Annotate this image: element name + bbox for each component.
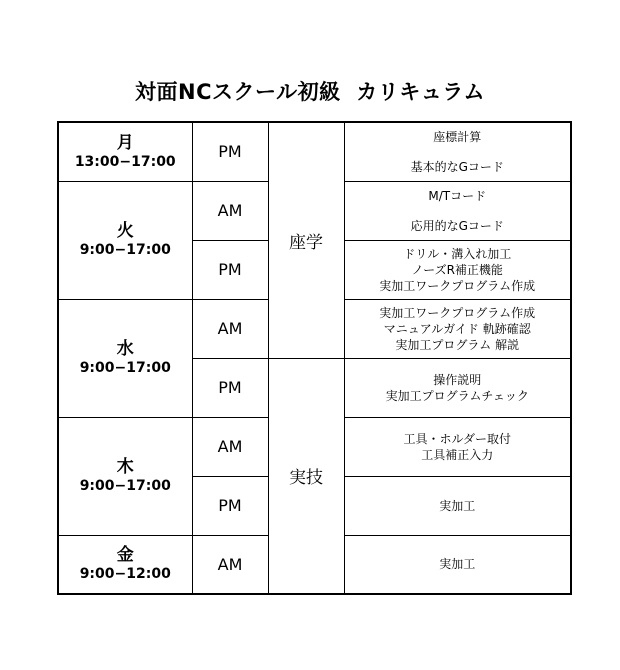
day-hours: 9:00−17:00 [79,478,171,494]
period-cell: PM [192,122,268,181]
content-cell [344,535,571,594]
period-cell: PM [192,476,268,535]
period-cell: PM [192,240,268,299]
period-cell: AM [192,535,268,594]
content-line: 応用的なGコード [410,218,504,233]
day-cell-friday [58,535,192,594]
content-line: マニュアルガイド 軌跡確認 [383,321,531,336]
day-name: 水 [116,339,134,359]
day-cell-monday [58,122,192,181]
content-line: M/Tコード [428,188,487,203]
page-title: 対面NCスクール初級 カリキュラム [135,80,485,104]
content-cell [344,240,571,299]
content-line: 実加工ワークプログラム作成 [379,278,536,293]
day-hours: 9:00−12:00 [79,566,171,583]
content-line: ノーズR補正機能 [411,262,503,277]
day-name: 木 [116,457,134,477]
content-cell [344,358,571,417]
day-name: 金 [116,545,134,566]
day-hours: 9:00−17:00 [79,242,171,258]
day-hours: 13:00−17:00 [74,153,176,170]
day-hours: 9:00−17:00 [79,360,171,376]
content-line: 実加工プログラム 解説 [395,337,520,352]
content-line: 実加工ワークプログラム作成 [379,305,536,320]
curriculum-table [57,121,572,595]
content-line: 実加工 [439,498,476,513]
content-line: 基本的なGコード [410,159,504,174]
content-line: 実加工 [439,557,476,572]
period-cell: AM [192,181,268,240]
period-cell: AM [192,299,268,358]
category-cell-practical: 実技 [268,358,344,594]
day-cell-tuesday [58,181,192,299]
category-cell-lecture: 座学 [268,122,344,358]
content-cell [344,417,571,476]
content-cell [344,299,571,358]
day-name: 月 [116,132,134,153]
content-line: 実加工プログラムチェック [385,388,529,403]
period-cell: PM [192,358,268,417]
content-line: 工具補正入力 [421,447,494,462]
content-line: ドリル・溝入れ加工 [403,246,512,261]
period-cell: AM [192,417,268,476]
content-line: 工具・ホルダー取付 [403,431,512,446]
day-name: 火 [116,221,134,241]
content-cell [344,122,571,181]
content-line: 操作説明 [433,372,482,387]
content-line: 座標計算 [433,129,482,144]
content-cell [344,181,571,240]
table-row [58,122,571,181]
day-cell-wednesday [58,299,192,417]
day-cell-thursday [58,417,192,535]
content-cell [344,476,571,535]
